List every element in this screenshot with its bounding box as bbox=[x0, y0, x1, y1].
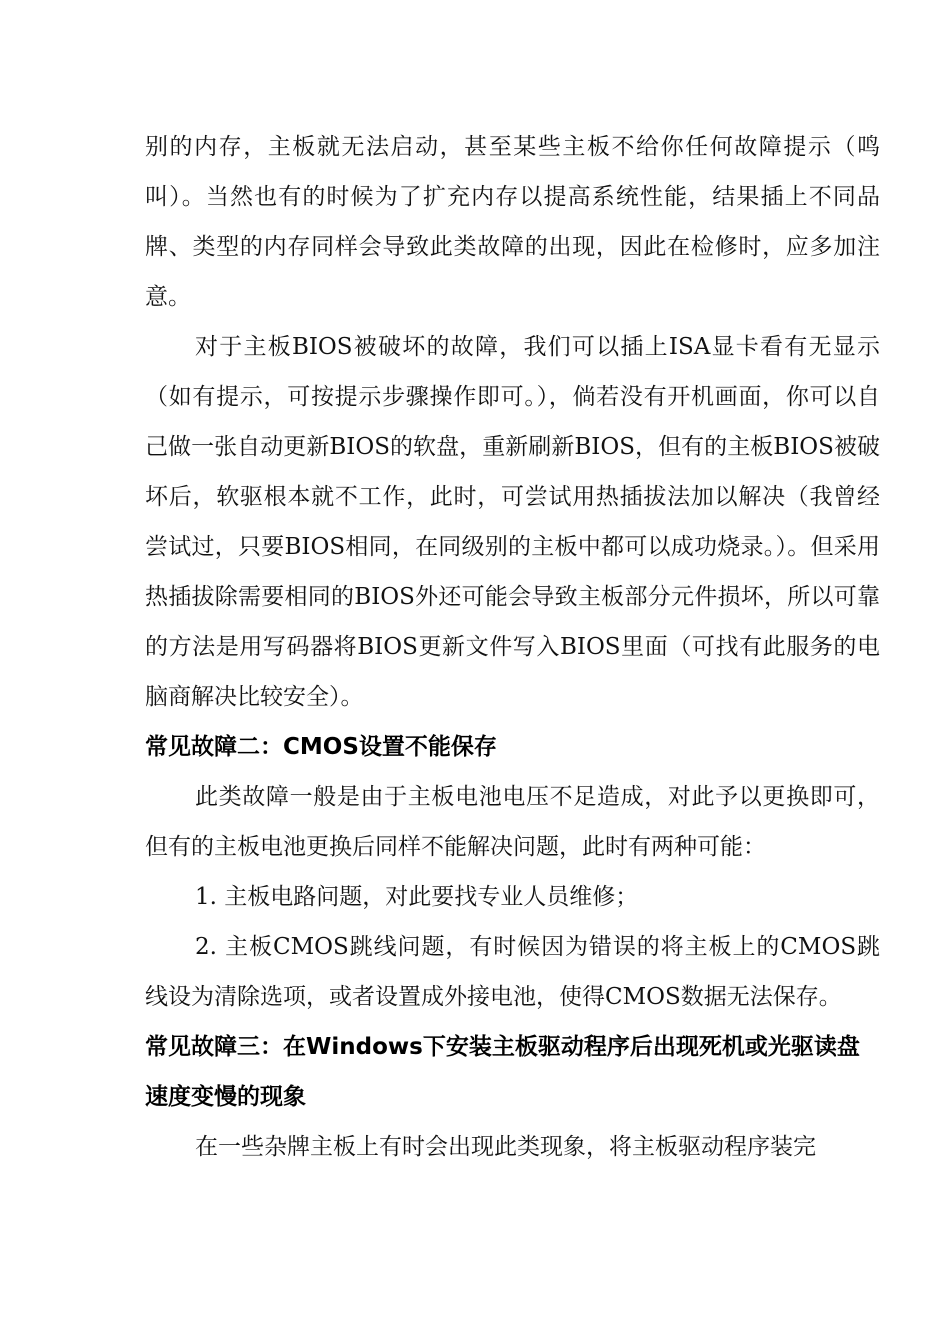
heading-fault-two: 常见故障二：CMOS设置不能保存 bbox=[145, 734, 497, 760]
paragraph-driver-issue: 在一些杂牌主板上有时会出现此类现象，将主板驱动程序装完 bbox=[195, 1134, 816, 1160]
list-item-circuit-issue: 1. 主板电路问题，对此要找专业人员维修； bbox=[195, 884, 639, 910]
paragraph-bios-damage: 对于主板BIOS被破坏的故障，我们可以插上ISA显卡看有无显示（如有提示，可按提示步骤操作即可。），倘若没有开机画面，你可以自己做一张自动更新BIOS的软盘，重新刷新BIOS，但有的主板BIOS被破坏后，软驱根本就不工作，此时，可尝试用热插拔法加以解决（我曾经尝试过，只要BIOS相同，在同级别的主板中都可以成功烧录。）。但采用热插拔除需要相同的BIOS外还可能会导致主板部分元件损坏，所以可靠的方法是用写码器将BIOS更新文件写入BIOS里面（可找有此服务的电脑商解决比较安全）。 bbox=[145, 334, 880, 710]
paragraph-cmos-battery: 此类故障一般是由于主板电池电压不足造成，对此予以更换即可，但有的主板电池更换后同样不能解决问题，此时有两种可能： bbox=[145, 784, 880, 860]
document-page bbox=[145, 122, 880, 1172]
paragraph-memory-fault: 别的内存，主板就无法启动，甚至某些主板不给你任何故障提示（鸣叫）。当然也有的时候为了扩充内存以提高系统性能，结果插上不同品牌、类型的内存同样会导致此类故障的出现，因此在检修时，应多加注意。 bbox=[145, 134, 880, 310]
list-item-jumper-issue: 2. 主板CMOS跳线问题，有时候因为错误的将主板上的CMOS跳线设为清除选项，或者设置成外接电池，使得CMOS数据无法保存。 bbox=[145, 934, 880, 1010]
heading-fault-three: 常见故障三：在Windows下安装主板驱动程序后出现死机或光驱读盘速度变慢的现象 bbox=[145, 1034, 860, 1110]
